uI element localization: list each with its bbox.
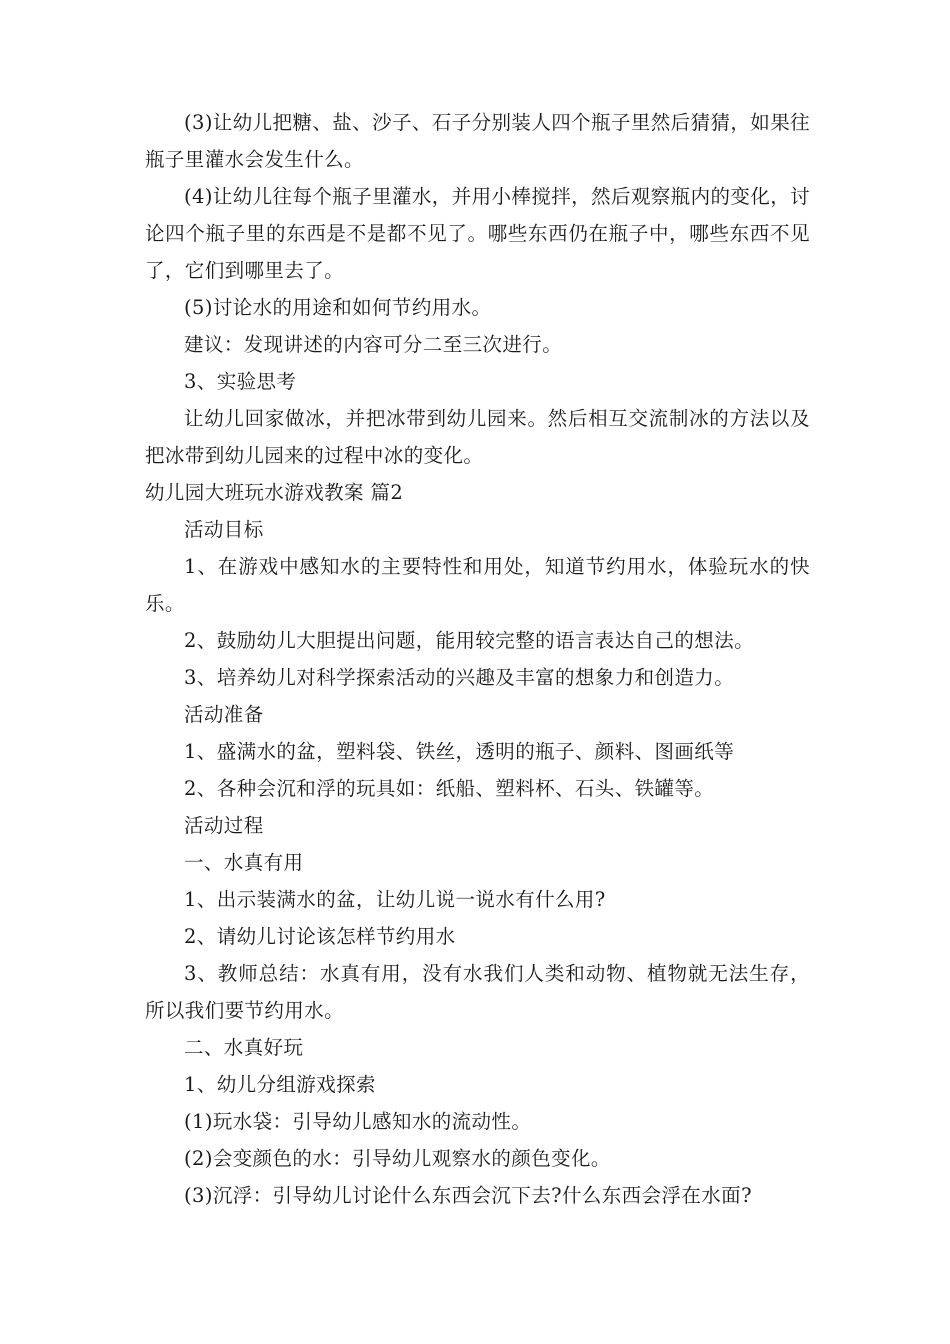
section-heading: 活动准备 bbox=[184, 703, 264, 726]
section-heading: 3、实验思考 bbox=[184, 370, 297, 393]
article-title: 幼儿园大班玩水游戏教案 篇2 bbox=[145, 481, 404, 504]
paragraph: (5)讨论水的用途和如何节约用水。 bbox=[184, 296, 492, 319]
paragraph: (4)让幼儿往每个瓶子里灌水，并用小棒搅拌，然后观察瓶内的变化，讨论四个瓶子里的东西是不是都不见了。哪些东西仍在瓶子中，哪些东西不见了，它们到哪里去了。 bbox=[145, 185, 810, 282]
paragraph: 让幼儿回家做冰，并把冰带到幼儿园来。然后相互交流制冰的方法以及把冰带到幼儿园来的过程中冰的变化。 bbox=[145, 407, 810, 467]
list-item: (1)玩水袋：引导幼儿感知水的流动性。 bbox=[184, 1110, 532, 1133]
list-item: 2、请幼儿讨论该怎样节约用水 bbox=[184, 925, 456, 948]
subsection-heading: 二、水真好玩 bbox=[184, 1036, 304, 1059]
list-item: 1、幼儿分组游戏探索 bbox=[184, 1073, 376, 1096]
document-body bbox=[145, 104, 810, 1214]
list-item: 3、培养幼儿对科学探索活动的兴趣及丰富的想象力和创造力。 bbox=[184, 666, 735, 689]
paragraph: (3)让幼儿把糖、盐、沙子、石子分别装人四个瓶子里然后猜猜，如果往瓶子里灌水会发生什么。 bbox=[145, 111, 810, 171]
list-item: 1、出示装满水的盆，让幼儿说一说水有什么用? bbox=[184, 888, 606, 911]
list-item: 1、在游戏中感知水的主要特性和用处，知道节约用水，体验玩水的快乐。 bbox=[145, 555, 810, 615]
list-item: 2、各种会沉和浮的玩具如：纸船、塑料杯、石头、铁罐等。 bbox=[184, 777, 715, 800]
section-heading: 活动目标 bbox=[184, 518, 264, 541]
subsection-heading: 一、水真有用 bbox=[184, 851, 304, 874]
section-heading: 活动过程 bbox=[184, 814, 264, 837]
list-item: (3)沉浮：引导幼儿讨论什么东西会沉下去?什么东西会浮在水面? bbox=[184, 1184, 752, 1207]
list-item: 2、鼓励幼儿大胆提出问题，能用较完整的语言表达自己的想法。 bbox=[184, 629, 755, 652]
list-item: (2)会变颜色的水：引导幼儿观察水的颜色变化。 bbox=[184, 1147, 611, 1170]
list-item: 3、教师总结：水真有用，没有水我们人类和动物、植物就无法生存，所以我们要节约用水。 bbox=[145, 962, 810, 1022]
paragraph: 建议：发现讲述的内容可分二至三次进行。 bbox=[184, 333, 563, 356]
list-item: 1、盛满水的盆，塑料袋、铁丝，透明的瓶子、颜料、图画纸等 bbox=[184, 740, 735, 763]
